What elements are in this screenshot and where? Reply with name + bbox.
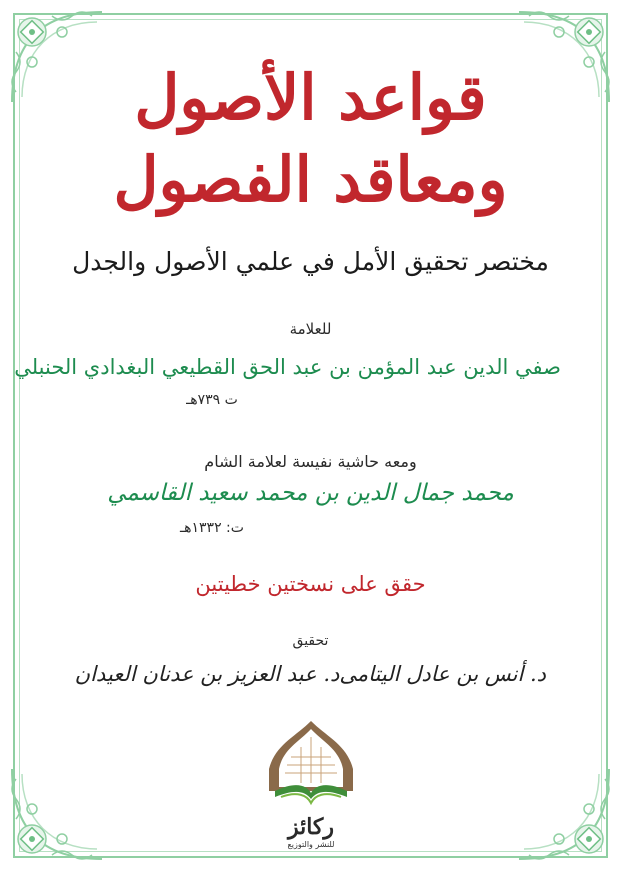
book-title-line-2: ومعاقد الفصول (113, 143, 508, 216)
corner-ornament-icon (2, 759, 112, 869)
editor-name: د. عبد العزيز بن عدنان العيدان (74, 662, 340, 686)
publisher-subtitle: للنشر والتوزيع (287, 840, 335, 849)
author-name: صفي الدين عبد المؤمن بن عبد الحق القطيعي البغدادي الحنبلي (14, 355, 561, 379)
verification-note: حقق على نسختين خطيتين (195, 572, 426, 596)
editors-list (75, 662, 546, 686)
publisher-name: ركائز (287, 814, 335, 840)
gloss-prefix: ومعه حاشية نفيسة لعلامة الشام (204, 452, 417, 471)
gloss-author-death-date: ت: ١٣٣٢هـ (180, 520, 244, 536)
author-prefix: للعلامة (289, 320, 332, 338)
editor-name: د. أنس بن عادل اليتامى (339, 662, 546, 686)
corner-ornament-icon (509, 759, 619, 869)
book-subtitle: مختصر تحقيق الأمل في علمي الأصول والجدل (72, 247, 549, 276)
author-death-date: ت ٧٣٩هـ (186, 392, 238, 408)
book-title-line-1: قواعد الأصول (134, 61, 487, 134)
editors-label: تحقيق (292, 633, 329, 649)
gloss-author-name: محمد جمال الدين بن محمد سعيد القاسمي (107, 480, 514, 506)
